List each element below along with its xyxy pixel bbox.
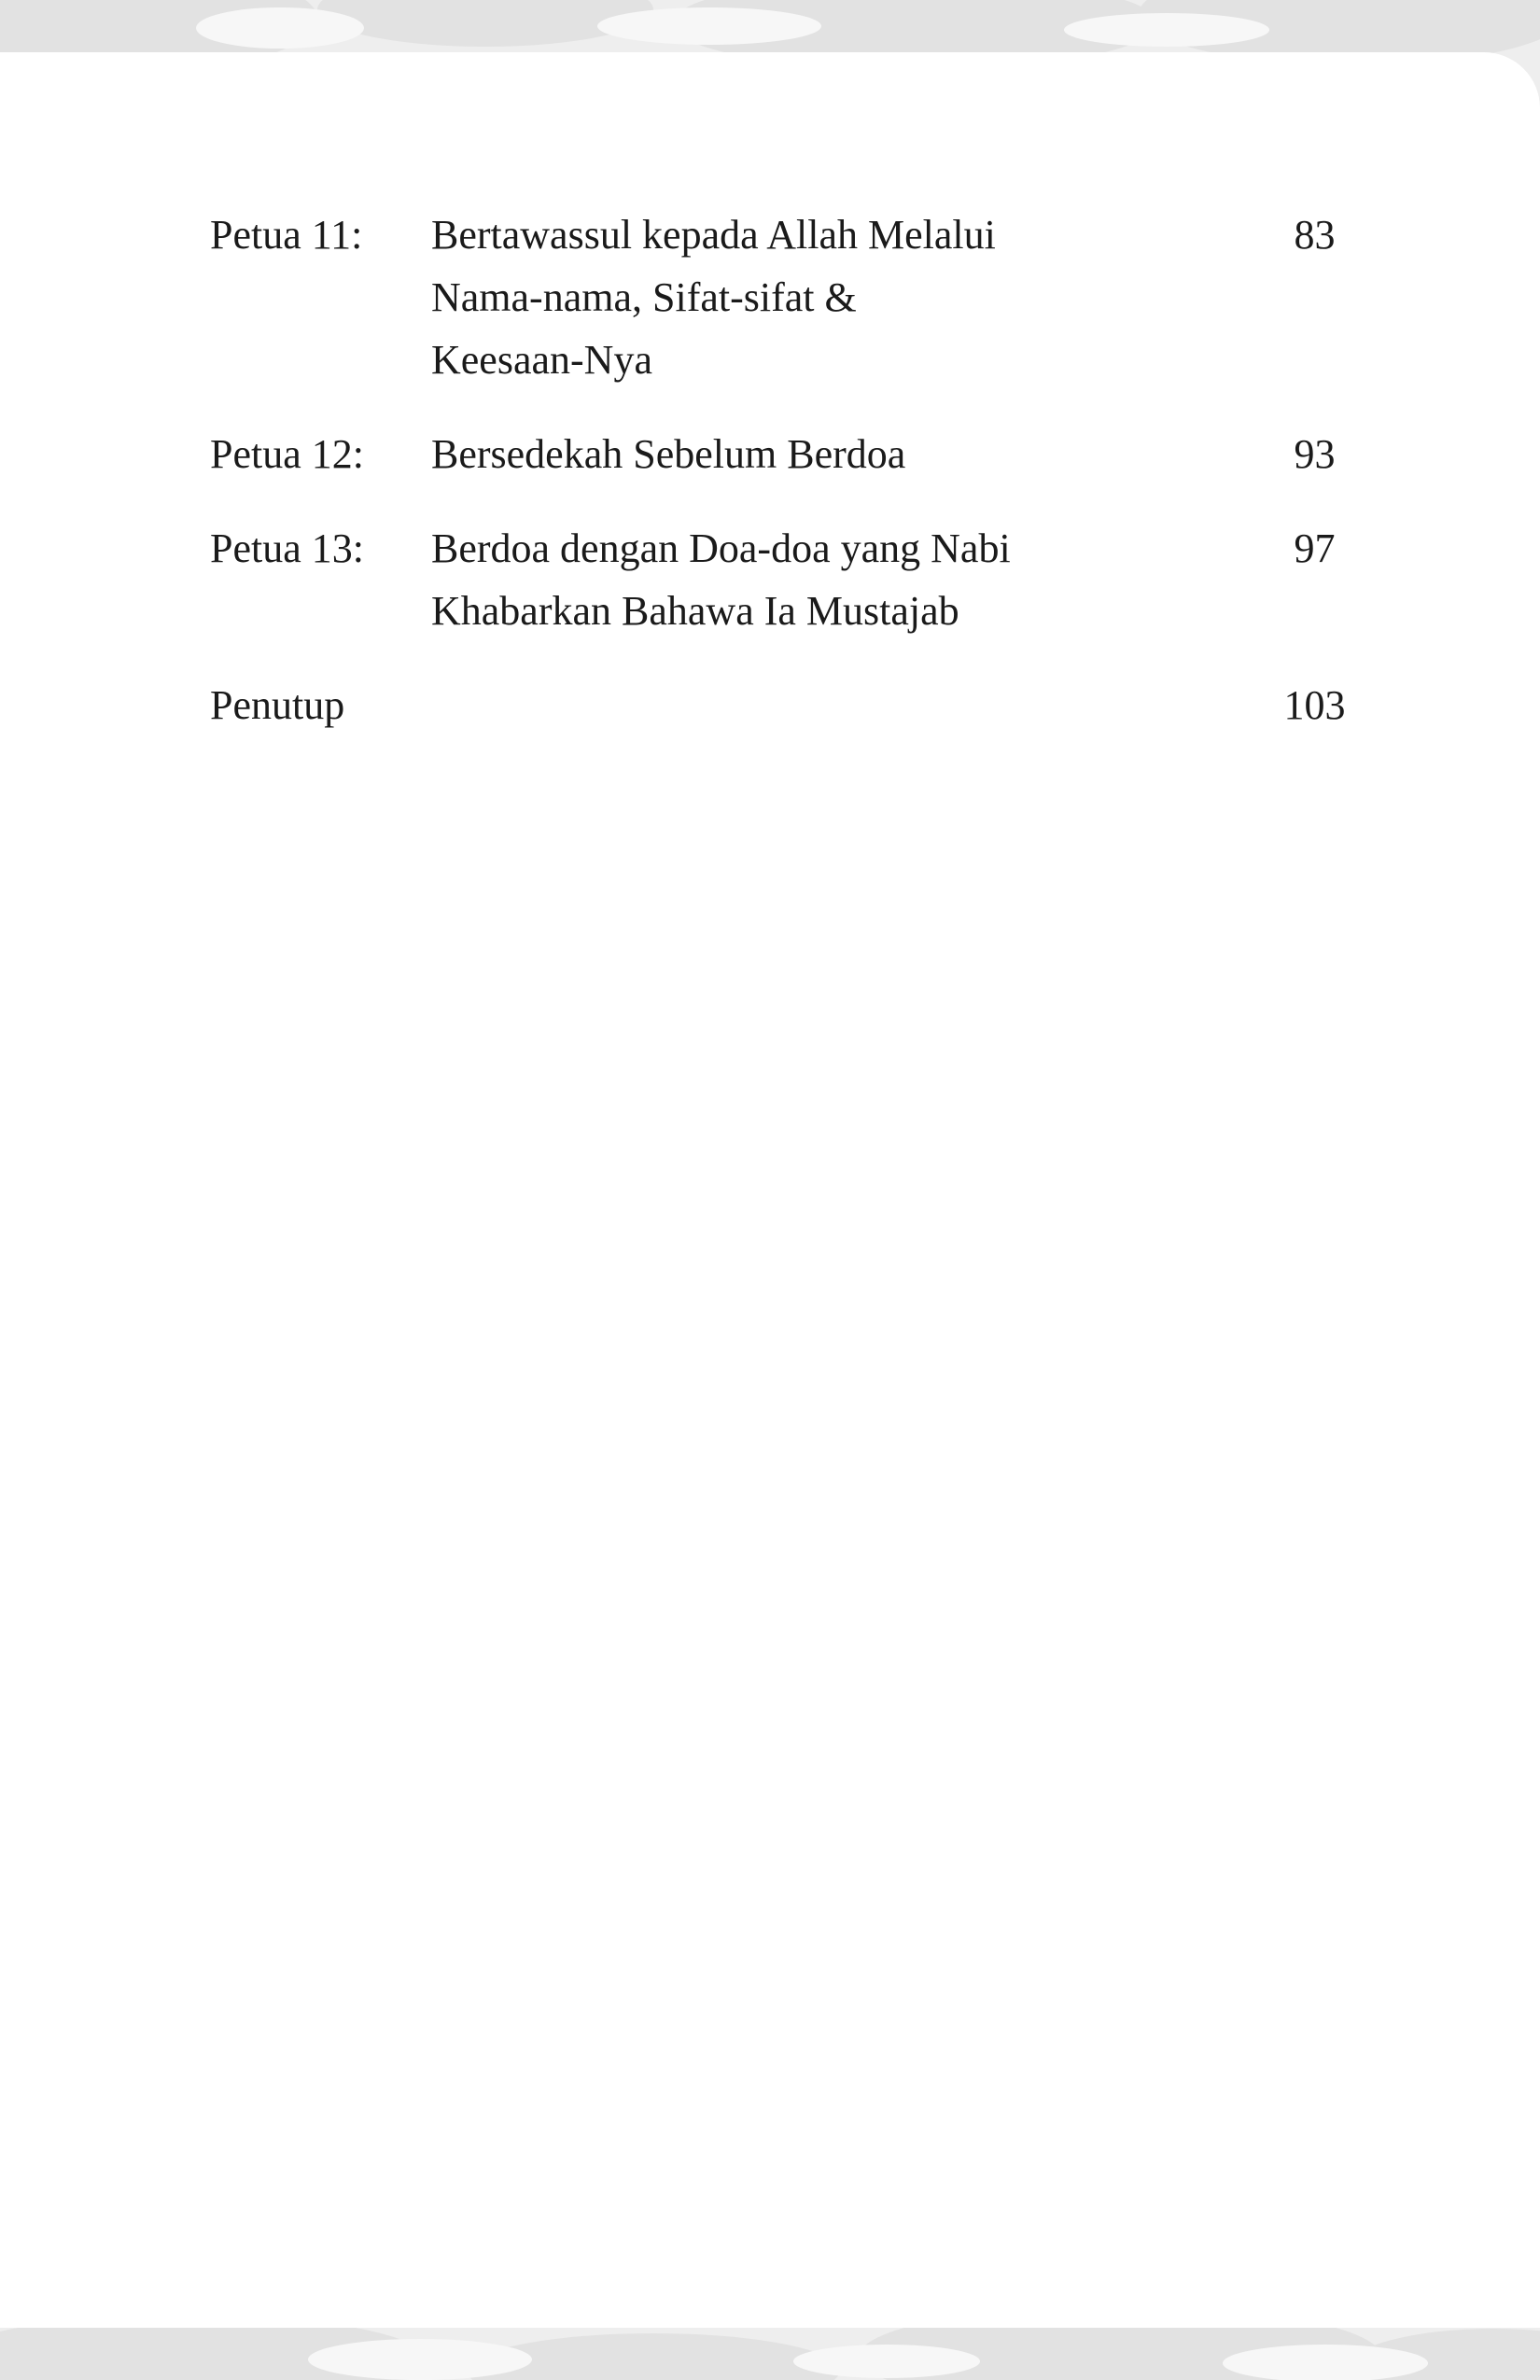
toc-entry-petua-12	[210, 423, 1358, 485]
table-of-contents	[210, 203, 1358, 768]
toc-entry-petua-13	[210, 517, 1358, 642]
toc-entry-page-number: 83	[1294, 212, 1336, 258]
toc-entry-label: Petua 11:	[210, 212, 363, 258]
toc-entry-label: Petua 13:	[210, 525, 364, 571]
toc-entry-penutup	[210, 674, 1358, 736]
toc-entry-title: Bersedekah Sebelum Berdoa	[431, 431, 906, 477]
toc-entry-page-number: 97	[1294, 525, 1336, 571]
toc-entry-title: Berdoa dengan Doa-doa yang Nabi Khabarkan Bahawa Ia Mustajab	[431, 525, 1011, 634]
toc-entry-page-number: 93	[1294, 431, 1336, 477]
toc-entry-page-number: 103	[1283, 682, 1346, 728]
toc-entry-petua-11	[210, 203, 1358, 391]
toc-entry-title: Bertawassul kepada Allah Melalui Nama-nama, Sifat-sifat & Keesaan-Nya	[431, 212, 996, 383]
toc-entry-label: Petua 12:	[210, 431, 364, 477]
toc-entry-label: Penutup	[210, 682, 345, 728]
